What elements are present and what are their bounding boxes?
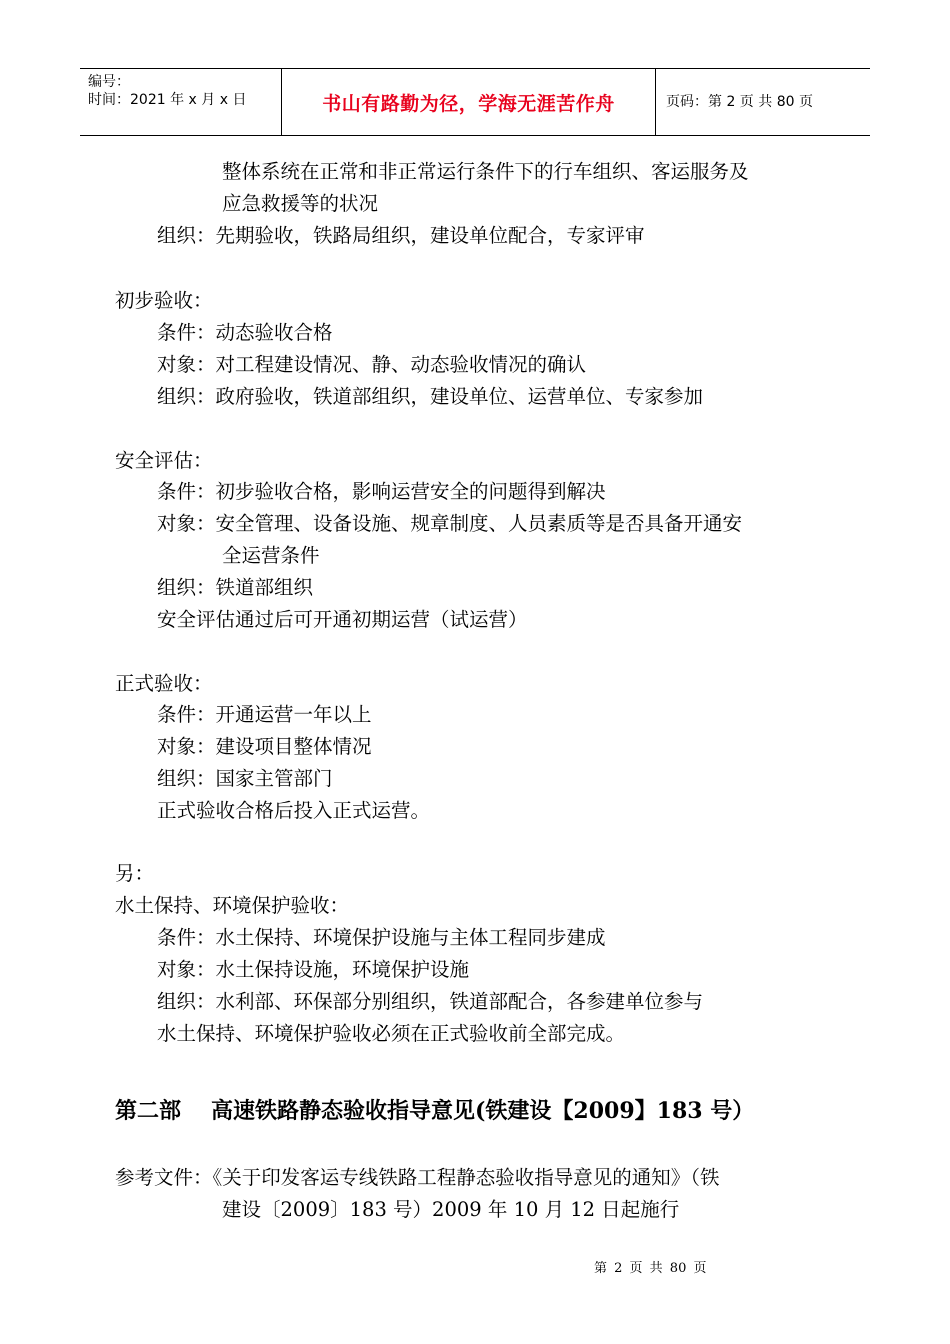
body-line: 条件：动态验收合格 xyxy=(157,321,333,344)
document-time-label: 时间：2021 年 x 月 x 日 xyxy=(88,92,247,108)
header-page-cell xyxy=(656,69,870,135)
body-line: 对象：安全管理、设备设施、规章制度、人员素质等是否具备开通安 xyxy=(157,512,743,535)
section-heading-part: 第二部 xyxy=(115,1098,182,1124)
section-heading xyxy=(115,1094,754,1125)
body-line: 全运营条件 xyxy=(222,544,320,567)
section-label-additional: 另： xyxy=(115,862,155,885)
section-label-safety-assessment: 安全评估： xyxy=(115,449,213,472)
section-label-initial-acceptance: 初步验收： xyxy=(115,289,213,312)
body-line: 安全评估通过后可开通初期运营（试运营） xyxy=(157,608,528,631)
body-line: 整体系统在正常和非正常运行条件下的行车组织、客运服务及 xyxy=(222,160,749,183)
document-number-label: 编号： xyxy=(88,74,130,90)
section-heading-title: 高速铁路静态验收指导意见(铁建设【2009】183 号） xyxy=(211,1098,755,1124)
page-header xyxy=(80,68,870,136)
body-line: 条件：开通运营一年以上 xyxy=(157,703,372,726)
header-motto-cell xyxy=(282,69,656,135)
body-line: 对象：对工程建设情况、静、动态验收情况的确认 xyxy=(157,353,587,376)
body-line: 组织：铁道部组织 xyxy=(157,576,314,599)
body-line: 水土保持、环境保护验收必须在正式验收前全部完成。 xyxy=(157,1022,626,1045)
page-footer: 第 2 页 共 80 页 xyxy=(594,1261,707,1276)
body-line: 组织：水利部、环保部分别组织，铁道部配合，各参建单位参与 xyxy=(157,990,704,1013)
body-line: 对象：建设项目整体情况 xyxy=(157,735,372,758)
header-page-info: 页码：第 2 页 共 80 页 xyxy=(666,93,813,110)
header-meta-cell xyxy=(80,69,282,135)
section-label-soil-environment: 水土保持、环境保护验收： xyxy=(115,894,350,917)
body-line: 对象：水土保持设施，环境保护设施 xyxy=(157,958,470,981)
reference-line: 建设〔2009〕183 号）2009 年 10 月 12 日起施行 xyxy=(222,1198,680,1221)
header-motto: 书山有路勤为径，学海无涯苦作舟 xyxy=(322,92,615,115)
body-line: 正式验收合格后投入正式运营。 xyxy=(157,799,431,822)
body-line: 条件：水土保持、环境保护设施与主体工程同步建成 xyxy=(157,926,606,949)
body-line: 组织：先期验收，铁路局组织，建设单位配合，专家评审 xyxy=(157,224,645,247)
body-line: 条件：初步验收合格，影响运营安全的问题得到解决 xyxy=(157,480,606,503)
section-label-formal-acceptance: 正式验收： xyxy=(115,672,213,695)
reference-line: 参考文件：《关于印发客运专线铁路工程静态验收指导意见的通知》（铁 xyxy=(115,1166,720,1189)
body-line: 组织：政府验收，铁道部组织，建设单位、运营单位、专家参加 xyxy=(157,385,704,408)
body-line: 应急救援等的状况 xyxy=(222,192,379,215)
body-line: 组织：国家主管部门 xyxy=(157,767,333,790)
